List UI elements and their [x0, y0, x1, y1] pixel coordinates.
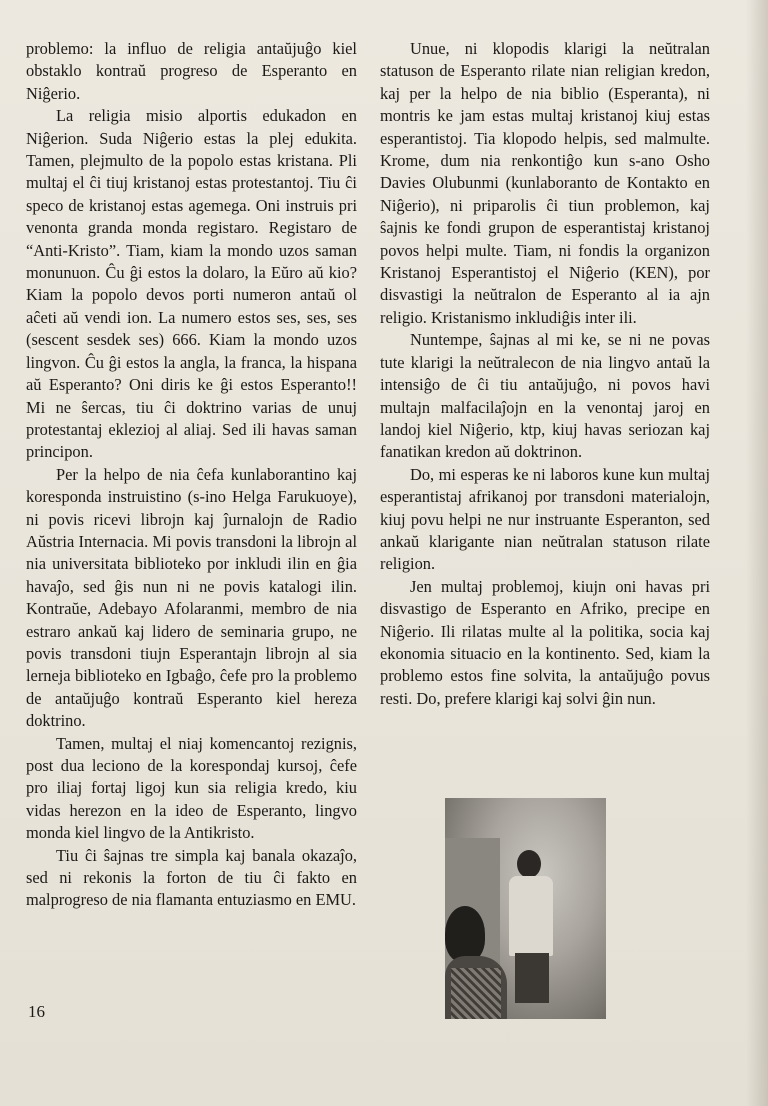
left-column	[26, 38, 357, 912]
paragraph: Per la helpo de nia ĉefa kunlaborantino kaj koresponda instruistino (s-ino Helga Farukuoye), ni povis ricevi librojn kaj ĵurnalojn de Radio Aŭstria Internacia. Mi povis transdoni la librojn al nia universitata biblioteko por inkludi ilin en ĝia havaĵo, sed ĝis nun ni ne povis katalogi ilin. Kontraŭe, Adebayo Afolaranmi, membro de nia estraro ankaŭ kaj lidero de seminaria grupo, ne povis transdoni tiujn Esperantajn librojn al sia lerneja biblioteko en Igbaĝo, ĉefe pro la problemo de antaŭjuĝo kontraŭ Esperanto kiel hereza doktrino.	[26, 464, 357, 731]
photo-speaker-at-lecture	[445, 798, 606, 1019]
paragraph: La religia misio alportis edukadon en Niĝerion. Suda Niĝerio estas la plej edukita. Tamen, plejmulto de la popolo estas kristana. Pli multaj el ĉi tiuj kristanoj estas protestantoj. Tiu ĉi speco de kristanoj estas agemega. Oni instruis pri venonta granda monda registaro. Registaro de “Anti-Kristo”. Tiam, kiam la mondo uzos saman monunuon. Ĉu ĝi estos la dolaro, la Eŭro aŭ kio? Kiam la popolo devos porti numeron antaŭ ol aĉeti aŭ vendi ion. La numero estos ses, ses, ses (sescent sesdek ses) 666. Kiam la mondo uzos lingvon. Ĉu ĝi estos la angla, la franca, la hispana aŭ Esperanto? Oni diris ke ĝi estos Esperanto!! Mi ne ŝercas, tiu ĉi doktrino varias de unuj protestantaj eklezioj al aliaj. Sed ili havas saman principon.	[26, 106, 357, 462]
paragraph: Do, mi esperas ke ni laboros kune kun multaj esperantistaj afrikanoj por transdoni materialojn, kiuj povu helpi ne nur instruante Esperanton, sed ankaŭ klarigante nian neŭtralan statuson rilate religion.	[380, 464, 710, 574]
right-column	[380, 38, 710, 710]
paragraph: Jen multaj problemoj, kiujn oni havas pri disvastigo de Esperanto en Afriko, precipe en Niĝerio. Ili rilatas multe al la politika, socia kaj ekonomia situacio en la kontinento. Sed, kiam la problemo estos fine solvita, la antaŭjuĝo povus resti. Do, prefere klarigi kaj solvi ĝin nun.	[380, 576, 710, 708]
paragraph: Tiu ĉi ŝajnas tre simpla kaj banala okazaĵo, sed ni rekonis la forton de tiu ĉi fakto en malprogreso de nia flamanta entuziasmo en EMU.	[26, 845, 357, 910]
page-number: 16	[28, 1002, 45, 1021]
paragraph: Tamen, multaj el niaj komencantoj rezignis, post dua leciono de la korespondaj kursoj, ĉefe pro iliaj fortaj ligoj kun sia religia kredo, kiu vidas herezon en la ideo de Esperanto, lingvo monda kiel lingvo de la Antikristo.	[26, 733, 357, 843]
paragraph: Nuntempe, ŝajnas al mi ke, se ni ne povas tute klarigi la neŭtralecon de nia lingvo antaŭ la intensiĝo de ĉi tiu antaŭjuĝo, ni povos havi multajn malfacilaĵojn en la venontaj jaroj en landoj kiel Niĝerio, ktp, kiuj havas seriozan kaj fanatikan kredon aŭ doktrinon.	[380, 330, 710, 462]
page-edge-shadow	[746, 0, 768, 1106]
paragraph: problemo: la influo de religia antaŭjuĝo kiel obstaklo kontraŭ progreso de Esperanto en Niĝerio.	[26, 39, 357, 103]
paragraph: Unue, ni klopodis klarigi la neŭtralan statuson de Esperanto rilate nian religian kredon, kaj per la helpo de nia biblio (Esperanta), ni montris ke jam estas multaj kristanoj kiuj estas esperantistoj. Tia klopodo helpis, sed malmulte. Krome, dum nia renkontiĝo kun s-ano Osho Davies Olubunmi (kunlaboranto de Kontakto en Niĝerio), ni priparolis ĉi tiun problemon, kaj ŝajnis ke fondi grupon de esperantistaj kristanoj povos helpi multe. Tiam, ni fondis la organizon Kristanoj Esperantistoj el Niĝerio (KEN), por disvastigi la neŭtralon de Esperanto al ia ajn religio. Kristanismo inkludiĝis inter ili.	[380, 39, 710, 327]
